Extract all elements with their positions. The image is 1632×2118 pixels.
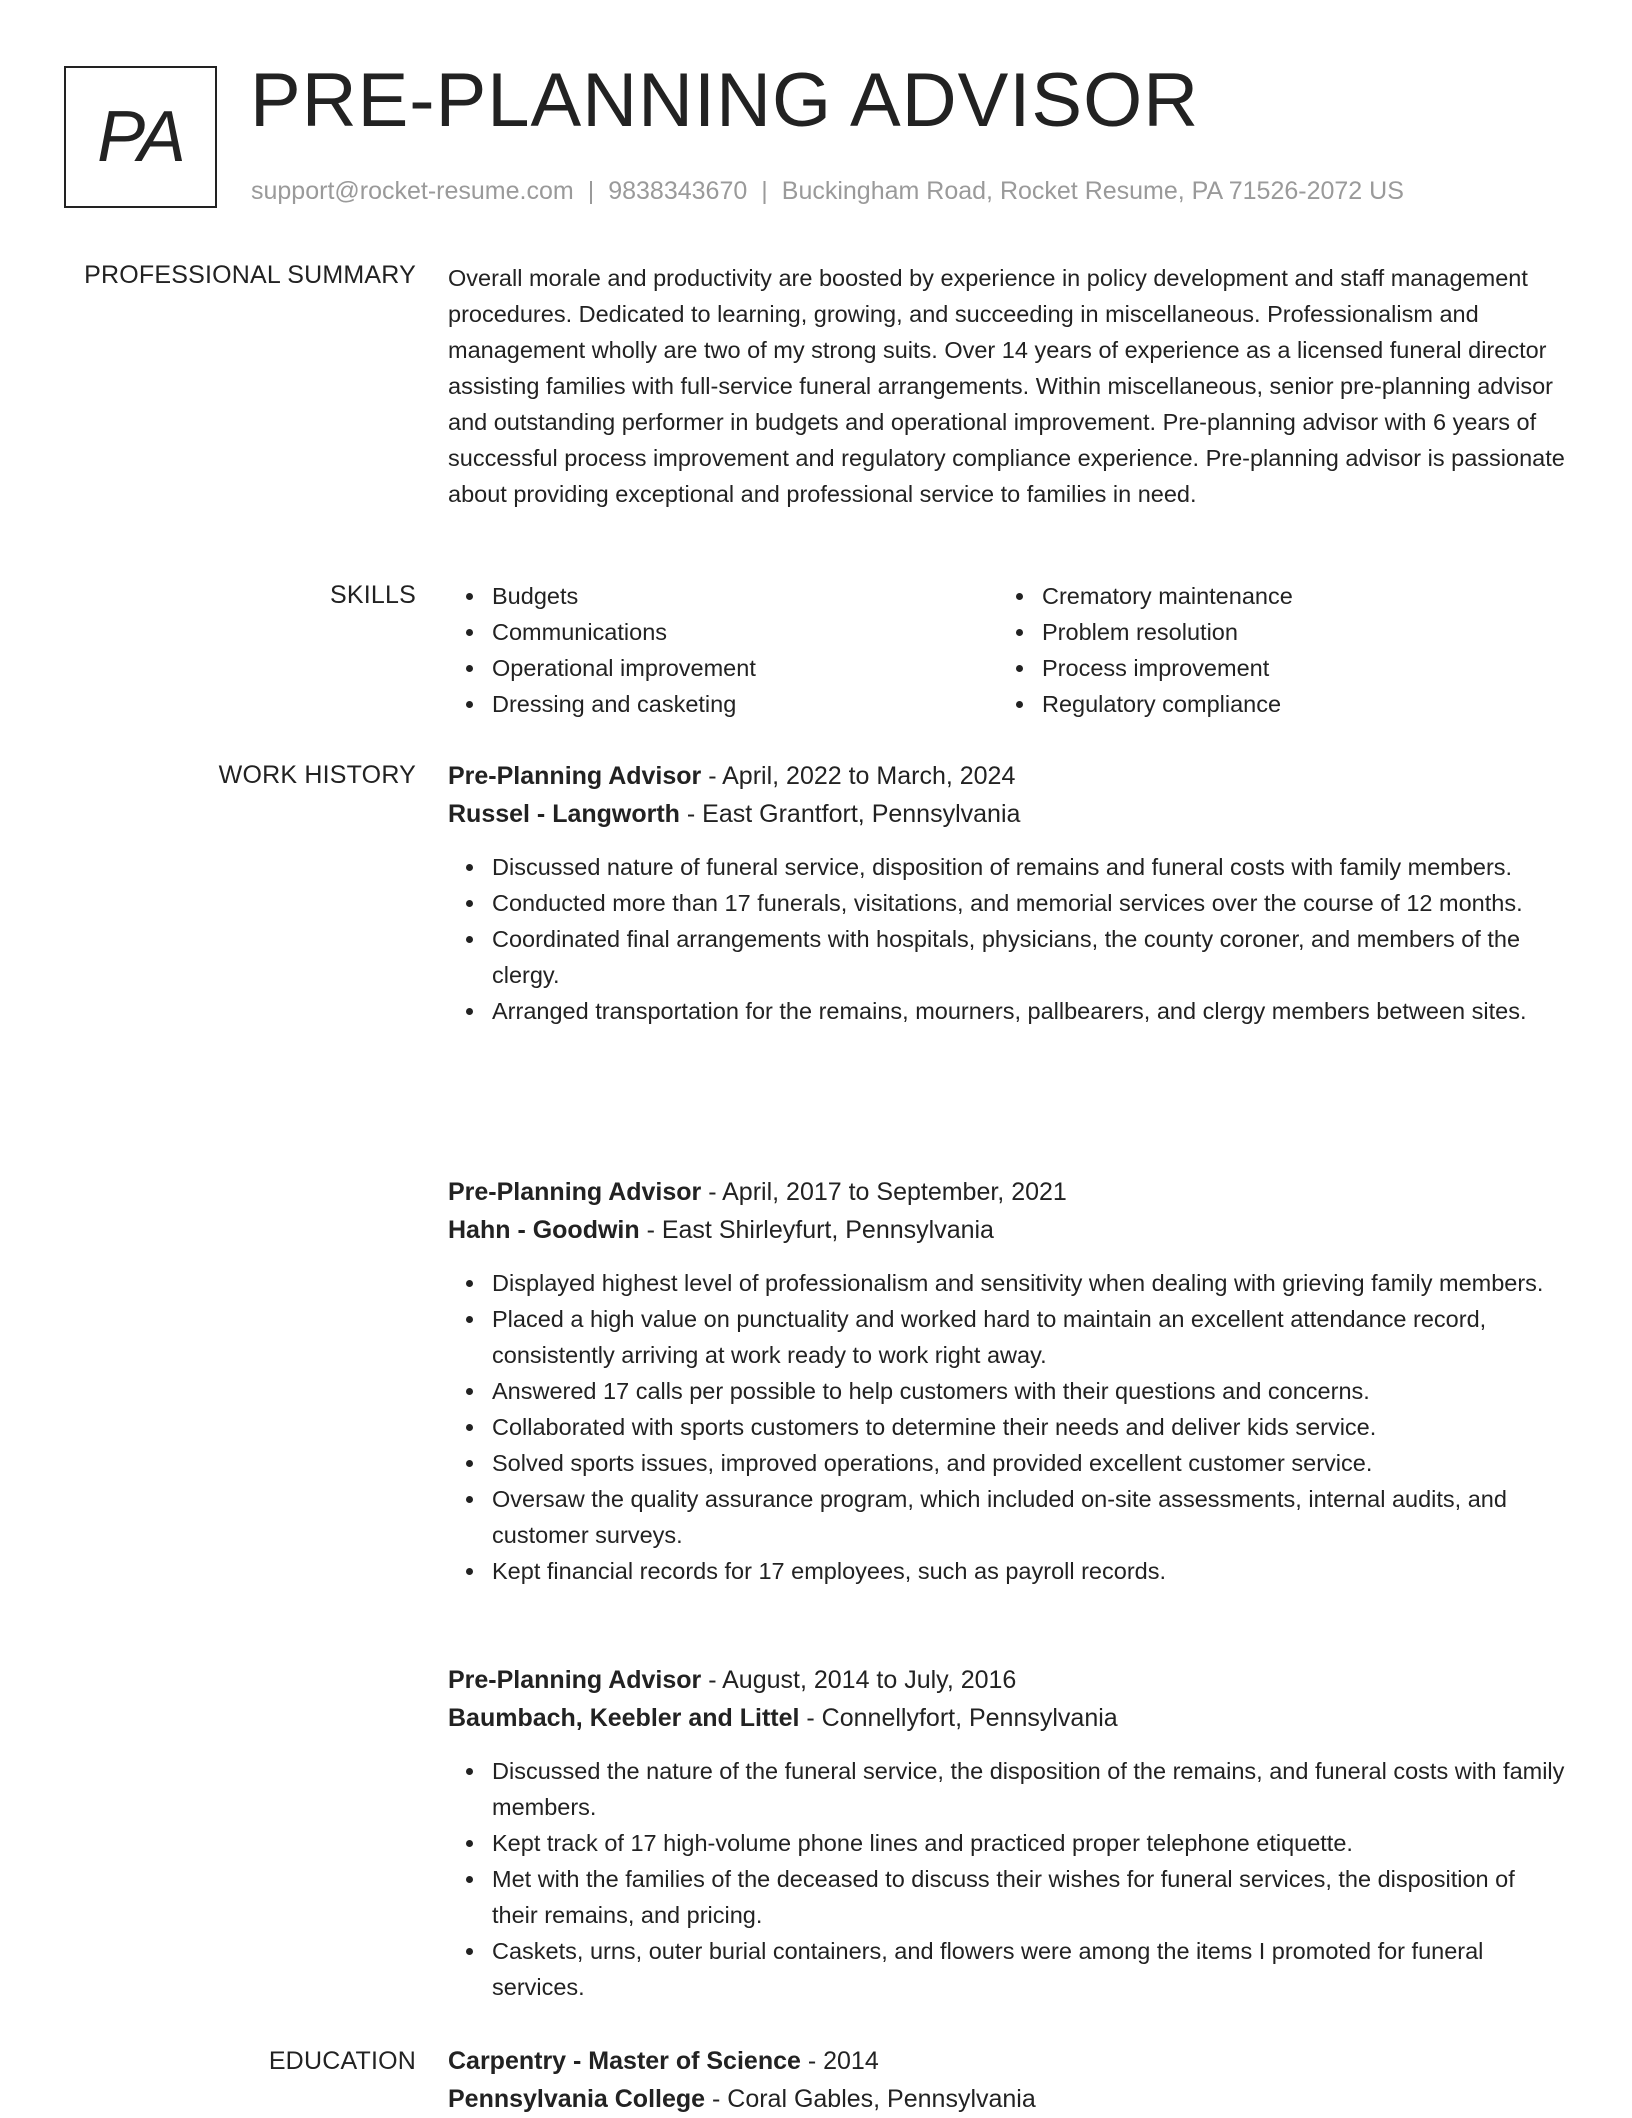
job-dates: - April, 2022 to March, 2024 xyxy=(701,762,1016,790)
job-dates: - August, 2014 to July, 2016 xyxy=(701,1666,1017,1694)
section-title-skills: SKILLS xyxy=(330,581,416,609)
job-bullet: Caskets, urns, outer burial containers, and flowers were among the items I promoted for funeral services. xyxy=(492,1933,1566,2005)
education-school: Pennsylvania College xyxy=(448,2085,706,2113)
skill-item: Problem resolution xyxy=(1042,614,1548,650)
job-bullet: Collaborated with sports customers to determine their needs and deliver kids service. xyxy=(492,1409,1566,1445)
contact-address: Buckingham Road, Rocket Resume, PA 71526-2072 US xyxy=(781,177,1404,205)
section-title-summary: PROFESSIONAL SUMMARY xyxy=(84,261,416,289)
skills-list-left xyxy=(448,578,998,722)
contact-phone: 9838343670 xyxy=(608,177,748,205)
section-title-education: EDUCATION xyxy=(268,2047,416,2075)
job-bullets xyxy=(448,1265,1566,1589)
contact-separator: | xyxy=(761,177,768,205)
job-bullets xyxy=(448,849,1566,1029)
job-bullet: Solved sports issues, improved operations, and provided excellent customer service. xyxy=(492,1445,1566,1481)
education-location: - Coral Gables, Pennsylvania xyxy=(705,2085,1036,2113)
skill-item: Operational improvement xyxy=(492,650,998,686)
job-bullet: Conducted more than 17 funerals, visitations, and memorial services over the course of 12 months. xyxy=(492,885,1566,921)
job-title-line xyxy=(448,1661,1566,1699)
job-bullet: Answered 17 calls per possible to help customers with their questions and concerns. xyxy=(492,1373,1566,1409)
education-school-line xyxy=(448,2080,1566,2118)
skill-item: Dressing and casketing xyxy=(492,686,998,722)
job-bullets xyxy=(448,1753,1566,2005)
job-company: Russel - Langworth xyxy=(448,800,680,828)
job-location: - East Grantfort, Pennsylvania xyxy=(679,800,1021,828)
section-title-work-history: WORK HISTORY xyxy=(218,761,416,789)
job-bullet: Oversaw the quality assurance program, which included on-site assessments, internal audits, and customer surveys. xyxy=(492,1481,1566,1553)
job-entry xyxy=(448,1661,1566,2005)
job-role: Pre-Planning Advisor xyxy=(448,1666,702,1694)
job-dates: - April, 2017 to September, 2021 xyxy=(701,1178,1067,1206)
skill-item: Regulatory compliance xyxy=(1042,686,1548,722)
education-entry xyxy=(448,2042,1566,2118)
skill-item: Crematory maintenance xyxy=(1042,578,1548,614)
education-degree-line xyxy=(448,2042,1566,2080)
contact-line xyxy=(251,174,1404,208)
job-entry xyxy=(448,757,1566,1029)
job-bullet: Discussed the nature of the funeral service, the disposition of the remains, and funeral costs with family members. xyxy=(492,1753,1566,1825)
job-role: Pre-Planning Advisor xyxy=(448,762,702,790)
skills-list-right xyxy=(998,578,1548,722)
skills-grid xyxy=(448,578,1566,722)
job-bullet: Kept financial records for 17 employees, such as payroll records. xyxy=(492,1553,1566,1589)
monogram-box xyxy=(64,66,217,208)
job-bullet: Displayed highest level of professionalism and sensitivity when dealing with grieving family members. xyxy=(492,1265,1566,1301)
job-bullet: Arranged transportation for the remains, mourners, pallbearers, and clergy members between sites. xyxy=(492,993,1566,1029)
job-company-line xyxy=(448,795,1566,833)
skill-item: Process improvement xyxy=(1042,650,1548,686)
job-location: - Connellyfort, Pennsylvania xyxy=(799,1704,1118,1732)
job-bullet: Met with the families of the deceased to discuss their wishes for funeral services, the disposition of their remains, and pricing. xyxy=(492,1861,1566,1933)
job-title-line xyxy=(448,757,1566,795)
job-bullet: Placed a high value on punctuality and worked hard to maintain an excellent attendance record, consistently arriving at work ready to work right away. xyxy=(492,1301,1566,1373)
job-entry xyxy=(448,1173,1566,1589)
contact-email: support@rocket-resume.com xyxy=(251,177,574,205)
skill-item: Budgets xyxy=(492,578,998,614)
job-bullet: Kept track of 17 high-volume phone lines and practiced proper telephone etiquette. xyxy=(492,1825,1566,1861)
candidate-name: PRE-PLANNING ADVISOR xyxy=(250,58,1200,143)
skill-item: Communications xyxy=(492,614,998,650)
job-role: Pre-Planning Advisor xyxy=(448,1178,702,1206)
job-company-line xyxy=(448,1699,1566,1737)
summary-text: Overall morale and productivity are boosted by experience in policy development and staff management procedures. Dedicated to learning, growing, and succeeding in miscellaneous. Professionalism and management wholly are two of my strong suits. Over 14 years of experience as a licensed funeral director assisting families with full-service funeral arrangements. Within miscellaneous, senior pre-planning advisor and outstanding performer in budgets and operational improvement. Pre-planning advisor with 6 years of successful process improvement and regulatory compliance experience. Pre-planning advisor is passionate about providing exceptional and professional service to families in need. xyxy=(448,265,1565,507)
job-company: Baumbach, Keebler and Littel xyxy=(448,1704,800,1732)
job-location: - East Shirleyfurt, Pennsylvania xyxy=(639,1216,994,1244)
job-company-line xyxy=(448,1211,1566,1249)
monogram-initials: PA xyxy=(97,97,184,177)
job-company: Hahn - Goodwin xyxy=(448,1216,640,1244)
skills-content xyxy=(448,578,1566,722)
summary-content xyxy=(448,260,1566,512)
job-title-line xyxy=(448,1173,1566,1211)
contact-separator: | xyxy=(587,177,595,205)
job-bullet: Discussed nature of funeral service, disposition of remains and funeral costs with family members. xyxy=(492,849,1566,885)
education-year: - 2014 xyxy=(800,2047,879,2075)
job-bullet: Coordinated final arrangements with hospitals, physicians, the county coroner, and members of the clergy. xyxy=(492,921,1566,993)
education-degree: Carpentry - Master of Science xyxy=(448,2047,801,2075)
